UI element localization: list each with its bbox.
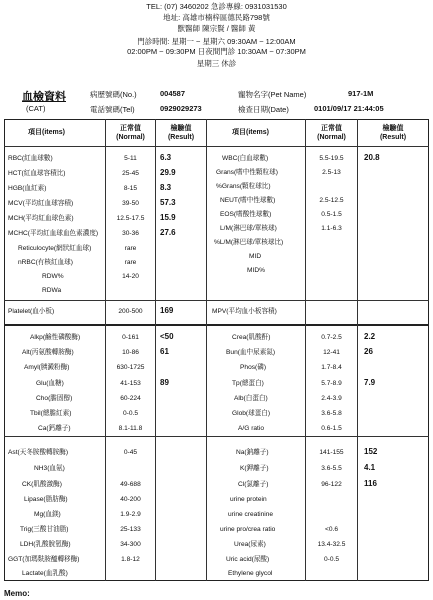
table-row-normal: 49-688 xyxy=(120,481,141,488)
table-row-item: Tp(總蛋白) xyxy=(232,380,264,387)
col-items-left: 項目(items) xyxy=(28,129,65,136)
table-row-normal: 39-50 xyxy=(122,200,139,207)
table-row-item: Amyl(胰澱粉酶) xyxy=(24,364,70,371)
chart-no-label: 病歷號碼(No.) xyxy=(90,90,137,99)
table-row-item: CK(肌酸激酶) xyxy=(22,481,62,488)
table-row-item: Cho(膽固醇) xyxy=(36,395,73,402)
table-row-result: 57.3 xyxy=(160,198,176,207)
table-row-result: 2.2 xyxy=(364,332,376,341)
table-row-item: %L/M(淋巴球/單核球比) xyxy=(214,239,284,246)
table-row-normal: 13.4-32.5 xyxy=(317,541,346,548)
clinic-address: 地址: 高雄市楠梓區德民路798號 xyxy=(163,13,270,22)
clinic-hours-evening: 02:00PM ~ 09:30PM 日夜間門診 10:30AM ~ 07:30PM xyxy=(127,47,306,56)
table-row-result: 20.8 xyxy=(364,153,380,162)
table-row-normal: 96-122 xyxy=(321,481,342,488)
table-row-item: Alt(丙氨酸轉胺酶) xyxy=(22,349,74,356)
table-row-item: Bun(血中尿素氮) xyxy=(226,349,276,356)
table-row-item: NH3(血氨) xyxy=(34,465,65,472)
col-result-right: 檢驗值 (Result) xyxy=(379,125,407,141)
table-row-result: 27.6 xyxy=(160,228,176,237)
col-items-right: 項目(items) xyxy=(232,129,269,136)
col-result-left: 檢驗值 (Result) xyxy=(167,125,195,141)
pet-name-value: 917-1M xyxy=(348,89,374,98)
table-row-result: 89 xyxy=(160,378,169,387)
table-row-normal: 3.6-5.8 xyxy=(321,410,342,417)
table-row-normal: 0-0.5 xyxy=(323,556,340,563)
table-row-normal: 12-41 xyxy=(323,349,340,356)
clinic-hours: 門診時間: 星期一 ~ 星期六 09:30AM ~ 12:00AM xyxy=(137,37,296,46)
table-row-item: Ca(鈣離子) xyxy=(38,425,71,432)
table-row-normal: 0-161 xyxy=(122,334,139,341)
table-row-item: MCH(平均紅血球色素) xyxy=(8,215,74,222)
table-row-item: Reticulocyte(網狀紅血球) xyxy=(18,245,92,252)
table-row-result: 61 xyxy=(160,347,169,356)
table-row-item: Trig(三酸甘油脂) xyxy=(20,526,69,533)
table-row-item: MID xyxy=(249,253,262,260)
table-row-item: Lactate(血乳酸) xyxy=(22,570,68,577)
table-row-normal: 0.7-2.5 xyxy=(321,334,342,341)
table-row-item: L/M(淋巴球/單核球) xyxy=(220,225,277,232)
table-row-item: urine creatinine xyxy=(228,511,274,518)
table-row-normal: 630-1725 xyxy=(116,364,145,371)
table-row-normal: 40-200 xyxy=(120,496,141,503)
table-row-item: urine pro/crea ratio xyxy=(220,526,276,533)
table-row-item: MCHC(平均紅血球血色素濃度) xyxy=(8,230,99,237)
table-row-normal: 8.1-11.8 xyxy=(118,425,143,432)
tel-value: 0929029273 xyxy=(160,104,202,113)
table-row-item: NEUT(嗜中性球數) xyxy=(220,197,276,204)
chart-no-value: 004587 xyxy=(160,89,186,98)
table-row-normal: 1.8-12 xyxy=(121,556,140,563)
table-row-item: Glob(球蛋白) xyxy=(232,410,271,417)
table-row-item: A/G ratio xyxy=(238,425,265,432)
table-row-normal: 8-15 xyxy=(123,185,138,192)
table-row-item: urine protein xyxy=(230,496,267,503)
table-row-normal: 0.6-1.5 xyxy=(321,425,342,432)
date-value: 0101/09/17 21:44:05 xyxy=(314,104,384,113)
table-row-result: 4.1 xyxy=(364,463,376,472)
table-row-normal: 2.5-13 xyxy=(322,169,341,176)
table-row-normal: 25-45 xyxy=(122,170,139,177)
table-row-normal: 30-36 xyxy=(122,230,139,237)
clinic-closed-day: 星期三 休診 xyxy=(196,59,237,68)
table-row-result: 6.3 xyxy=(160,153,172,162)
table-row-result: 8.3 xyxy=(160,183,172,192)
table-row-item: RDWa xyxy=(42,287,62,294)
table-row-item: HCT(紅血球容積比) xyxy=(8,170,66,177)
table-row-item: Alkp(鹼性磷酸酶) xyxy=(30,334,81,341)
species: (CAT) xyxy=(26,104,46,113)
table-row-result: 29.9 xyxy=(160,168,176,177)
table-row-normal: rare xyxy=(124,259,137,266)
table-row-normal: <0.6 xyxy=(324,526,339,533)
pet-name-label: 寵物名字(Pet Name) xyxy=(238,90,307,99)
table-row-item: GGT(加瑪麩胺醯轉移酶) xyxy=(8,556,80,563)
date-label: 檢查日期(Date) xyxy=(238,105,289,114)
table-row-result: <50 xyxy=(160,332,174,341)
table-row-item: %Grans(顆粒球比) xyxy=(216,183,271,190)
platelet-item: Platelet(血小板) xyxy=(8,308,55,315)
table-row-item: RDW% xyxy=(42,273,64,280)
mpv-item: MPV(平均血小板容積) xyxy=(212,308,277,315)
table-row-item: EOS(嗜酸性球數) xyxy=(220,211,272,218)
table-row-item: Alb(白蛋白) xyxy=(234,395,268,402)
table-row-normal: 10-86 xyxy=(122,349,139,356)
platelet-normal: 200-500 xyxy=(118,308,143,315)
table-row-normal: 141-155 xyxy=(319,449,344,456)
table-row-item: nRBC(有核紅血球) xyxy=(18,259,73,266)
table-row-item: Uric acid(尿酸) xyxy=(226,556,270,563)
table-row-normal: 1.9-2.9 xyxy=(120,511,141,518)
table-row-item: Ast(天冬胺酸轉胺酶) xyxy=(8,449,69,456)
table-row-item: Grans(嗜中性顆粒球) xyxy=(216,169,278,176)
table-row-result: 7.9 xyxy=(364,378,376,387)
table-row-result: 116 xyxy=(364,479,377,488)
memo-label: Memo: xyxy=(4,589,30,598)
col-normal-left: 正常值 (Normal) xyxy=(116,125,145,141)
table-row-normal: 2.4-3.9 xyxy=(321,395,342,402)
table-row-item: MID% xyxy=(247,267,265,274)
table-row-normal: 0.5-1.5 xyxy=(321,211,342,218)
table-row-normal: 5-11 xyxy=(124,155,137,162)
table-row-result: 26 xyxy=(364,347,373,356)
table-row-item: Na(鈉離子) xyxy=(236,449,269,456)
table-row-normal: rare xyxy=(124,245,137,252)
table-row-normal: 14-20 xyxy=(122,273,139,280)
table-row-normal: 3.6-5.5 xyxy=(321,465,342,472)
table-row-item: Cl(氯離子) xyxy=(238,481,269,488)
table-row-item: Glu(血糖) xyxy=(36,380,64,387)
table-row-normal: 0-45 xyxy=(123,449,138,456)
table-row-item: Crea(肌酸酐) xyxy=(232,334,271,341)
table-row-normal: 12.5-17.5 xyxy=(116,215,145,222)
table-row-result: 15.9 xyxy=(160,213,176,222)
table-row-item: RBC(紅血球數) xyxy=(8,155,53,162)
table-row-item: HGB(血紅素) xyxy=(8,185,47,192)
table-row-normal: 1.1-6.3 xyxy=(321,225,342,232)
clinic-phone: TEL: (07) 3460202 急診專線: 0931031530 xyxy=(146,2,287,11)
clinic-vets: 獸醫師 陳宗賢 / 醫師 黃 xyxy=(177,24,256,33)
table-row-item: LDH(乳酸脫氫酶) xyxy=(20,541,71,548)
col-normal-right: 正常值 (Normal) xyxy=(317,125,346,141)
table-row-normal: 34-300 xyxy=(120,541,141,548)
table-row-normal: 5.5-19.5 xyxy=(319,155,344,162)
table-row-item: WBC(白血球數) xyxy=(222,155,269,162)
table-row-normal: 25-133 xyxy=(120,526,141,533)
table-row-normal: 0-0.5 xyxy=(122,410,139,417)
table-row-item: Urea(尿素) xyxy=(234,541,266,548)
table-row-item: Tbil(總膽紅素) xyxy=(30,410,72,417)
tel-label: 電話號碼(Tel) xyxy=(90,105,135,114)
table-row-item: Ethylene glycol xyxy=(228,570,273,577)
table-row-item: K(鉀離子) xyxy=(240,465,269,472)
table-row-item: Phos(磷) xyxy=(240,364,267,371)
table-row-normal: 2.5-12.5 xyxy=(319,197,344,204)
table-row-normal: 41-153 xyxy=(120,380,141,387)
table-row-normal: 60-224 xyxy=(120,395,141,402)
table-row-item: Mg(血鎂) xyxy=(34,511,61,518)
table-row-normal: 5.7-8.9 xyxy=(321,380,342,387)
report-title: 血檢資料 xyxy=(22,91,66,103)
table-row-result: 152 xyxy=(364,447,378,456)
table-row-item: Lipase(脂肪酶) xyxy=(24,496,68,503)
table-row-item: MCV(平均紅血球容積) xyxy=(8,200,74,207)
table-row-normal: 1.7-8.4 xyxy=(321,364,342,371)
platelet-result: 169 xyxy=(160,306,174,315)
